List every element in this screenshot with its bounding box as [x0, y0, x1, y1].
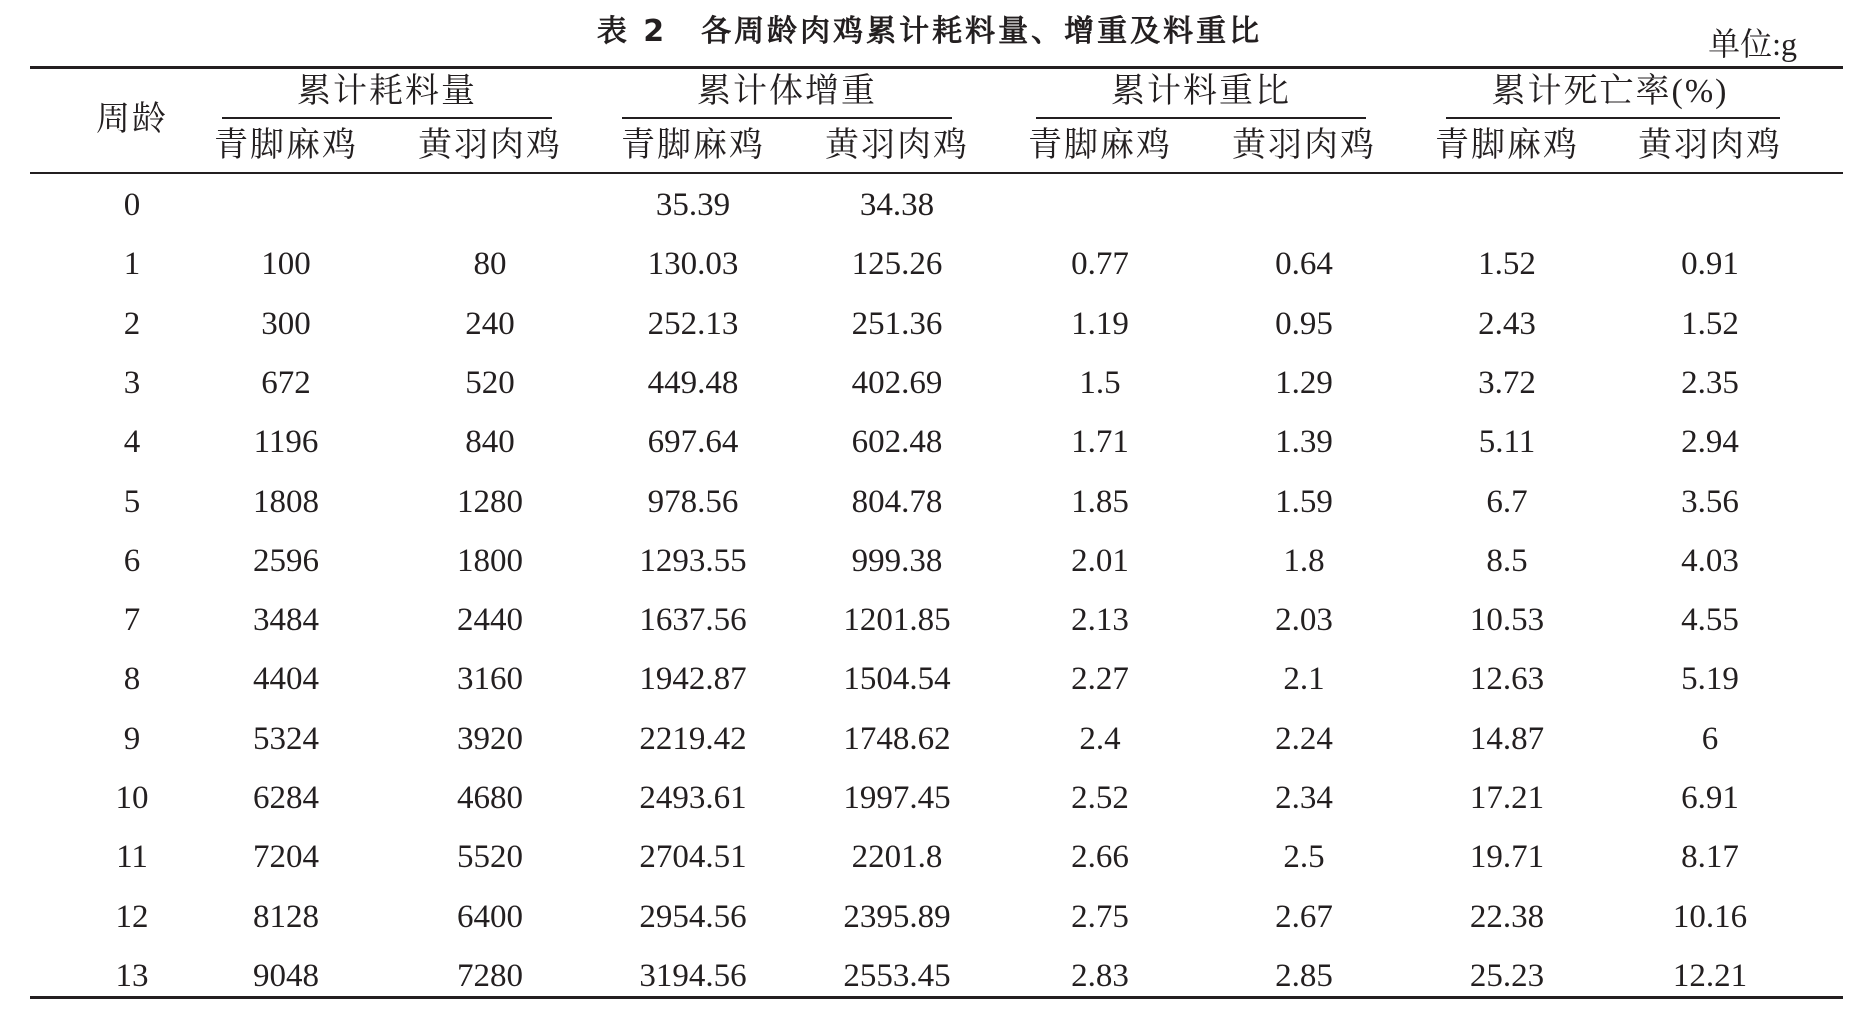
table-caption	[0, 8, 1859, 56]
cell-ratio-huangyu: 2.5	[1283, 839, 1325, 876]
cell-mortality-qingjiao: 22.38	[1469, 898, 1545, 935]
cell-ratio-huangyu: 2.03	[1275, 602, 1333, 639]
cell-gain-qingjiao: 1293.55	[639, 542, 747, 579]
cell-ratio-huangyu: 0.64	[1275, 246, 1333, 283]
table-number: 表 2	[596, 14, 668, 49]
cell-ratio-qingjiao: 2.01	[1071, 542, 1129, 579]
table-row	[0, 536, 1859, 595]
cell-gain-qingjiao: 2219.42	[639, 720, 747, 757]
cell-mortality-qingjiao: 5.11	[1478, 424, 1536, 461]
cell-ratio-qingjiao: 1.5	[1079, 364, 1121, 401]
cell-ratio-qingjiao: 2.27	[1071, 661, 1129, 698]
cell-feed-huangyu: 6400	[457, 898, 523, 935]
sub-header-feed-qingjiao: 青脚麻鸡	[214, 127, 358, 164]
cell-ratio-huangyu: 2.24	[1275, 720, 1333, 757]
group-underline-feed	[222, 117, 552, 119]
cell-ratio-qingjiao: 2.4	[1079, 720, 1121, 757]
cell-feed-qingjiao: 100	[261, 246, 311, 283]
cell-ratio-qingjiao: 1.85	[1071, 483, 1129, 520]
cell-week: 8	[123, 661, 141, 698]
cell-feed-qingjiao: 4404	[253, 661, 319, 698]
sub-header-feed-huangyu: 黄羽肉鸡	[418, 127, 562, 164]
table-row	[0, 951, 1859, 1010]
cell-feed-huangyu: 240	[465, 305, 515, 342]
cell-feed-qingjiao: 1196	[253, 424, 319, 461]
cell-ratio-huangyu: 0.95	[1275, 305, 1333, 342]
cell-week: 13	[115, 957, 149, 994]
cell-feed-huangyu: 4680	[457, 780, 523, 816]
cell-week: 10	[115, 780, 149, 816]
cell-week: 12	[115, 898, 149, 935]
cell-feed-huangyu: 3160	[457, 661, 523, 698]
cell-gain-qingjiao: 130.03	[647, 246, 739, 283]
cell-feed-qingjiao: 5324	[253, 720, 319, 757]
table-row	[0, 358, 1859, 417]
cell-feed-qingjiao: 6284	[253, 780, 319, 816]
cell-gain-huangyu: 1201.85	[843, 602, 951, 639]
cell-gain-qingjiao: 2493.61	[639, 780, 747, 816]
group-underline-gain	[622, 117, 952, 119]
cell-week: 11	[116, 839, 148, 876]
cell-ratio-qingjiao: 2.52	[1071, 780, 1129, 816]
cell-mortality-huangyu: 5.19	[1681, 661, 1739, 698]
cell-mortality-huangyu: 12.21	[1672, 957, 1748, 994]
cell-gain-huangyu: 251.36	[851, 305, 943, 342]
cell-ratio-huangyu: 1.39	[1275, 424, 1333, 461]
table-row	[0, 892, 1859, 951]
cell-week: 9	[123, 720, 141, 757]
cell-gain-huangyu: 1997.45	[843, 780, 951, 816]
sub-header-gain-huangyu: 黄羽肉鸡	[825, 127, 969, 164]
cell-gain-huangyu: 2395.89	[843, 898, 951, 935]
cell-gain-qingjiao: 978.56	[647, 483, 739, 520]
cell-week: 7	[123, 602, 141, 639]
cell-ratio-huangyu: 1.29	[1275, 364, 1333, 401]
cell-mortality-huangyu: 4.55	[1681, 602, 1739, 639]
table-row	[0, 595, 1859, 654]
group-underline-mortality	[1446, 117, 1780, 119]
cell-mortality-huangyu: 10.16	[1672, 898, 1748, 935]
cell-mortality-huangyu: 0.91	[1681, 246, 1739, 283]
table-row	[0, 832, 1859, 891]
cell-feed-qingjiao: 9048	[253, 957, 319, 994]
cell-mortality-qingjiao: 10.53	[1469, 602, 1545, 639]
cell-feed-qingjiao: 1808	[253, 483, 319, 520]
cell-mortality-qingjiao: 2.43	[1478, 305, 1536, 342]
cell-mortality-huangyu: 2.35	[1681, 364, 1739, 401]
table-row	[0, 299, 1859, 358]
cell-week: 0	[123, 187, 141, 223]
cell-feed-qingjiao: 3484	[253, 602, 319, 639]
cell-ratio-qingjiao: 2.75	[1071, 898, 1129, 935]
cell-mortality-qingjiao: 19.71	[1469, 839, 1545, 876]
cell-gain-qingjiao: 449.48	[647, 364, 739, 401]
table-title: 各周龄肉鸡累计耗料量、增重及料重比	[701, 14, 1263, 49]
cell-mortality-huangyu: 3.56	[1681, 483, 1739, 520]
sub-header-ratio-qingjiao: 青脚麻鸡	[1028, 127, 1172, 164]
cell-mortality-qingjiao: 3.72	[1478, 364, 1536, 401]
cell-feed-huangyu: 80	[473, 246, 507, 283]
sub-header-mortality-huangyu: 黄羽肉鸡	[1638, 127, 1782, 164]
cell-gain-huangyu: 402.69	[851, 364, 943, 401]
cell-gain-huangyu: 2553.45	[843, 957, 951, 994]
cell-feed-qingjiao: 8128	[253, 898, 319, 935]
cell-feed-qingjiao: 672	[261, 364, 311, 401]
cell-feed-huangyu: 520	[465, 364, 515, 401]
cell-mortality-huangyu: 2.94	[1681, 424, 1739, 461]
group-header-gain: 累计体增重	[697, 73, 877, 110]
cell-gain-qingjiao: 2704.51	[639, 839, 747, 876]
header-rule	[30, 172, 1843, 174]
cell-week: 1	[123, 246, 141, 283]
cell-gain-huangyu: 804.78	[851, 483, 943, 520]
table-row	[0, 239, 1859, 298]
cell-ratio-qingjiao: 1.19	[1071, 305, 1129, 342]
cell-gain-qingjiao: 3194.56	[639, 957, 747, 994]
cell-mortality-huangyu: 1.52	[1681, 305, 1739, 342]
cell-mortality-qingjiao: 1.52	[1478, 246, 1536, 283]
stub-header: 周龄	[96, 101, 168, 138]
cell-gain-qingjiao: 2954.56	[639, 898, 747, 935]
cell-mortality-qingjiao: 6.7	[1486, 483, 1528, 520]
table-row	[0, 477, 1859, 536]
group-underline-ratio	[1036, 117, 1366, 119]
cell-mortality-qingjiao: 8.5	[1486, 542, 1528, 579]
cell-feed-huangyu: 5520	[457, 839, 523, 876]
table-row	[0, 654, 1859, 713]
cell-gain-huangyu: 34.38	[859, 187, 935, 223]
cell-feed-qingjiao: 2596	[253, 542, 319, 579]
cell-mortality-huangyu: 4.03	[1681, 542, 1739, 579]
cell-ratio-qingjiao: 0.77	[1071, 246, 1129, 283]
cell-feed-qingjiao: 300	[261, 305, 311, 342]
sub-header-gain-qingjiao: 青脚麻鸡	[621, 127, 765, 164]
cell-feed-huangyu: 3920	[457, 720, 523, 757]
cell-gain-huangyu: 1748.62	[843, 720, 951, 757]
cell-week: 2	[123, 305, 141, 342]
table-row	[0, 180, 1859, 239]
cell-week: 6	[123, 542, 141, 579]
cell-ratio-qingjiao: 2.13	[1071, 602, 1129, 639]
cell-mortality-qingjiao: 14.87	[1469, 720, 1545, 757]
cell-mortality-huangyu: 6	[1701, 720, 1719, 757]
sub-header-ratio-huangyu: 黄羽肉鸡	[1232, 127, 1376, 164]
cell-ratio-qingjiao: 1.71	[1071, 424, 1129, 461]
cell-gain-huangyu: 125.26	[851, 246, 943, 283]
cell-feed-huangyu: 840	[465, 424, 515, 461]
unit-label: 单位:g	[1708, 26, 1797, 62]
cell-ratio-qingjiao: 2.66	[1071, 839, 1129, 876]
cell-ratio-huangyu: 2.1	[1283, 661, 1325, 698]
cell-feed-qingjiao: 7204	[253, 839, 319, 876]
table-row	[0, 714, 1859, 773]
cell-ratio-huangyu: 2.34	[1275, 780, 1333, 816]
cell-mortality-huangyu: 6.91	[1681, 780, 1739, 816]
group-header-ratio: 累计料重比	[1111, 73, 1291, 110]
cell-gain-qingjiao: 1942.87	[639, 661, 747, 698]
cell-feed-huangyu: 1800	[457, 542, 523, 579]
cell-ratio-qingjiao: 2.83	[1071, 957, 1129, 994]
cell-feed-huangyu: 1280	[457, 483, 523, 520]
cell-mortality-qingjiao: 12.63	[1469, 661, 1545, 698]
sub-header-mortality-qingjiao: 青脚麻鸡	[1435, 127, 1579, 164]
cell-ratio-huangyu: 2.67	[1275, 898, 1333, 935]
cell-week: 4	[123, 424, 141, 461]
cell-feed-huangyu: 7280	[457, 957, 523, 994]
cell-mortality-huangyu: 8.17	[1681, 839, 1739, 876]
cell-ratio-huangyu: 1.8	[1283, 542, 1325, 579]
cell-gain-huangyu: 602.48	[851, 424, 943, 461]
cell-gain-qingjiao: 35.39	[655, 187, 731, 223]
group-header-feed: 累计耗料量	[297, 73, 477, 110]
bottom-rule	[30, 996, 1843, 999]
cell-gain-huangyu: 2201.8	[851, 839, 943, 876]
cell-mortality-qingjiao: 17.21	[1469, 780, 1545, 816]
cell-gain-huangyu: 1504.54	[843, 661, 951, 698]
cell-ratio-huangyu: 2.85	[1275, 957, 1333, 994]
table-row	[0, 773, 1859, 832]
cell-feed-huangyu: 2440	[457, 602, 523, 639]
group-header-mortality: 累计死亡率(%)	[1491, 73, 1729, 110]
cell-gain-qingjiao: 252.13	[647, 305, 739, 342]
cell-gain-qingjiao: 1637.56	[639, 602, 747, 639]
cell-week: 5	[123, 483, 141, 520]
cell-gain-huangyu: 999.38	[851, 542, 943, 579]
table-row	[0, 417, 1859, 476]
cell-week: 3	[123, 364, 141, 401]
cell-gain-qingjiao: 697.64	[647, 424, 739, 461]
cell-mortality-qingjiao: 25.23	[1469, 957, 1545, 994]
cell-ratio-huangyu: 1.59	[1275, 483, 1333, 520]
